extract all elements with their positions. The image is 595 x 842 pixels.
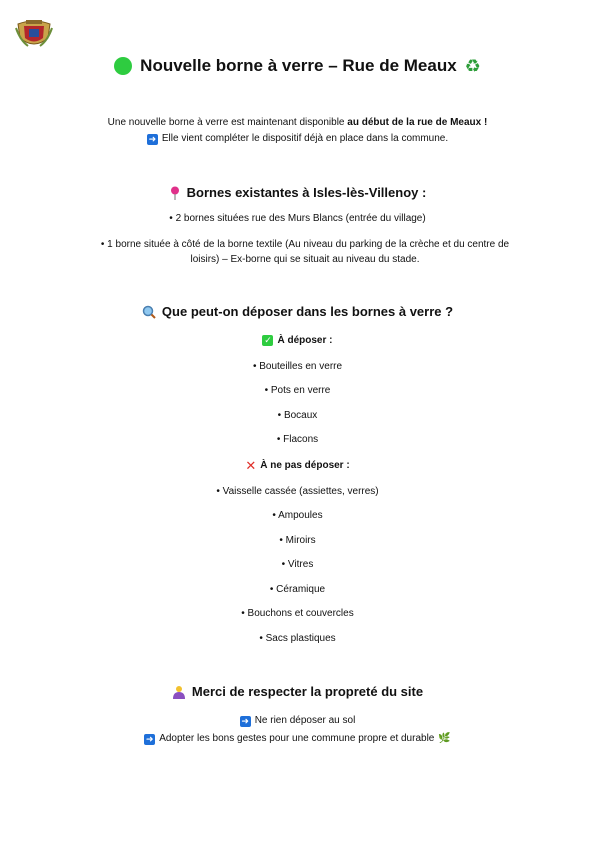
arrow-right-icon: ➜ (148, 134, 157, 144)
recycle-icon: ♻ (464, 56, 481, 76)
allowed-item: • Flacons (276, 434, 319, 445)
page-title-text: Nouvelle borne à verre – Rue de Meaux (140, 56, 457, 75)
forbidden-item: • Vitres (281, 559, 314, 570)
forbidden-item: • Bouchons et couvercles (241, 608, 354, 619)
allowed-item: • Pots en verre (264, 385, 331, 396)
forbidden-item: • Sacs plastiques (259, 633, 336, 644)
forbidden-item: • Ampoules (272, 510, 323, 521)
check-mark-icon: ✓ (264, 335, 272, 345)
arrow-right-icon: ➜ (241, 716, 249, 726)
cross-mark-icon: ✕ (245, 458, 257, 473)
thanks-item-2: ➜ Adopter les bons gestes pour une commune propre et durable 🌿 (145, 733, 451, 744)
people-hugging-icon (172, 685, 186, 699)
green-circle-icon (114, 57, 132, 75)
magnifier-icon (142, 305, 156, 319)
intro-line-2: ➜ Elle vient compléter le dispositif déjà en place dans la commune. (148, 133, 449, 144)
intro-line-1: Une nouvelle borne à verre est maintenant disponible au début de la rue de Meaux ! (107, 117, 488, 128)
existing-heading: Bornes existantes à Isles-lès-Villenoy : (0, 185, 595, 200)
deposit-heading: Que peut-on déposer dans les bornes à verre ? (0, 304, 595, 319)
allowed-item: • Bocaux (277, 410, 318, 421)
allowed-label: ✓ À déposer : (264, 335, 333, 346)
thanks-heading: Merci de respecter la propreté du site (0, 684, 595, 699)
town-crest-logo (14, 16, 54, 52)
herb-icon: 🌿 (438, 733, 451, 744)
thanks-item-1: ➜ Ne rien déposer au sol (241, 715, 356, 726)
page-title (0, 56, 595, 76)
forbidden-item: • Céramique (269, 584, 326, 595)
existing-item-1: • 2 bornes situées rue des Murs Blancs (entrée du village) (169, 213, 426, 224)
forbidden-item: • Miroirs (279, 535, 316, 546)
pushpin-icon (169, 186, 181, 200)
arrow-right-icon: ➜ (145, 734, 154, 744)
allowed-item: • Bouteilles en verre (252, 361, 343, 372)
existing-item-2: • 1 borne située à côté de la borne textile (Au niveau du parking de la crèche et du centre de loisirs) – Ex-borne qui se situait au niveau du stade. (100, 239, 510, 265)
forbidden-item: • Vaisselle cassée (assiettes, verres) (216, 486, 379, 497)
intro-location: au début de la rue de Meaux ! (347, 117, 488, 128)
forbidden-label: ✕ À ne pas déposer : (245, 458, 350, 473)
